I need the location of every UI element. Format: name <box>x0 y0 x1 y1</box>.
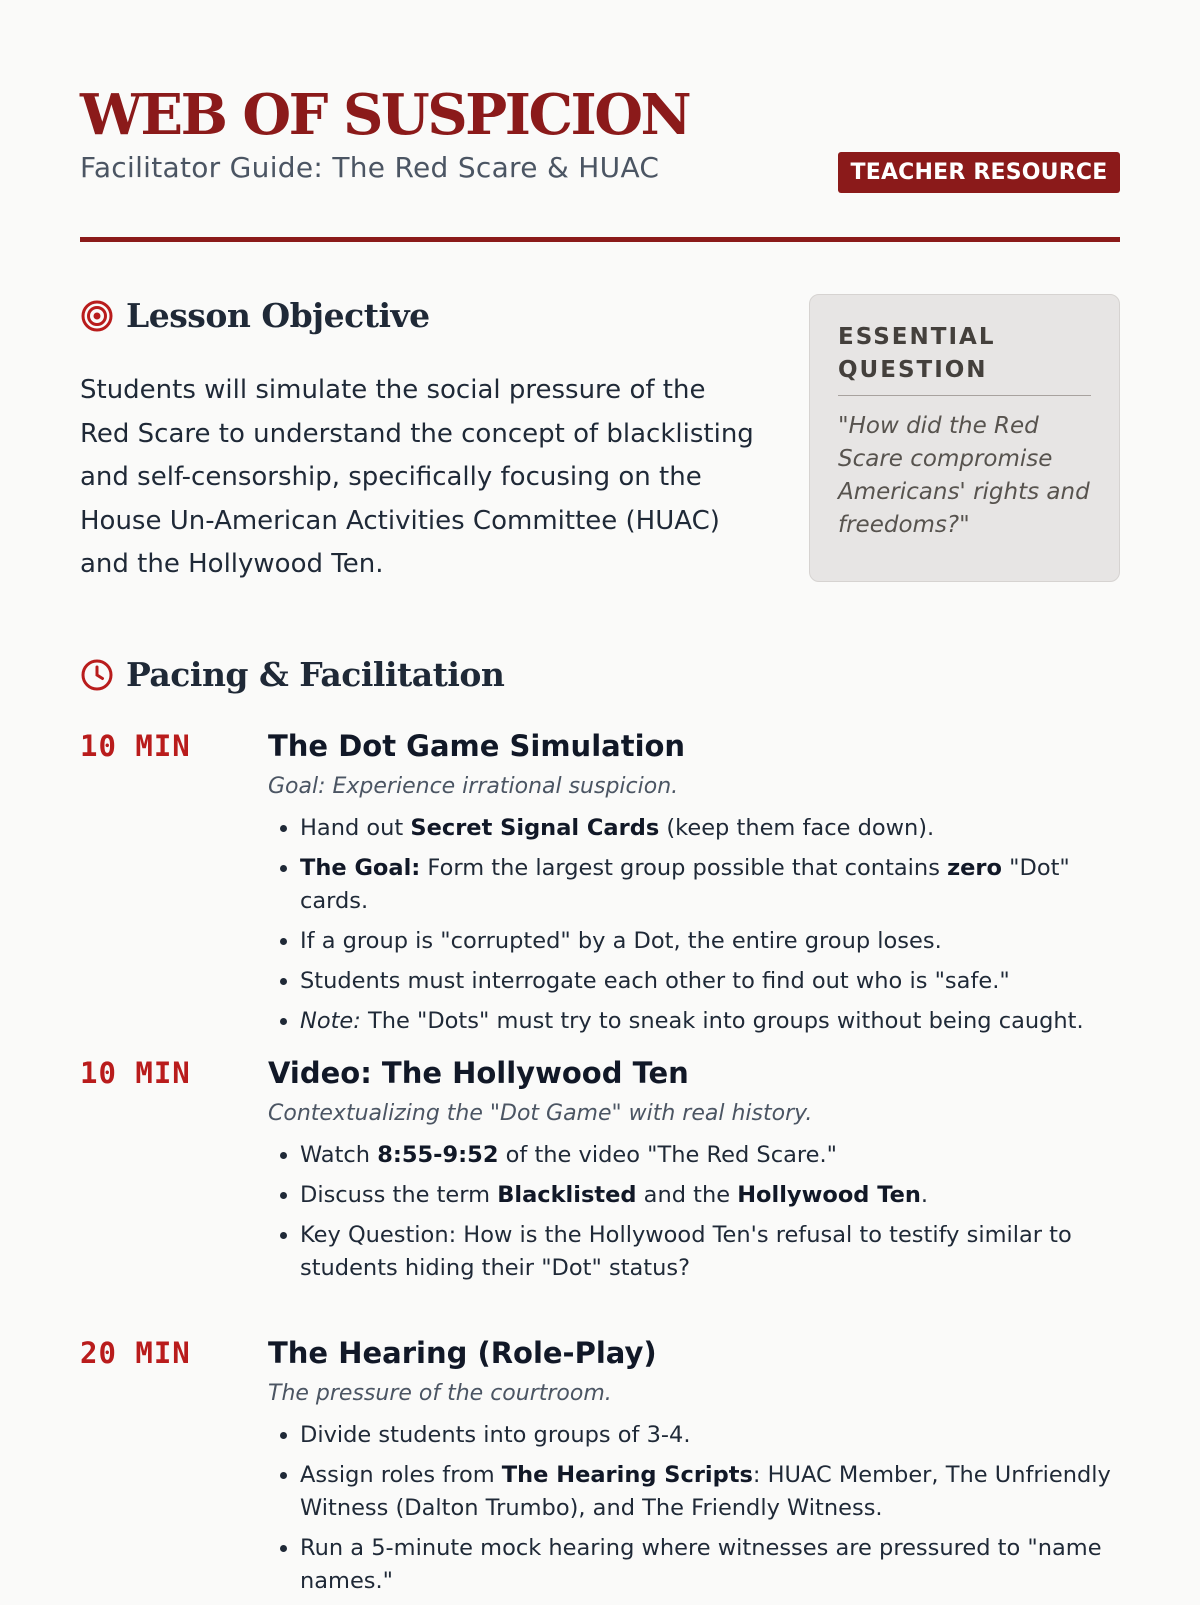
block-goal: Contextualizing the "Dot Game" with real history. <box>268 1101 813 1126</box>
block-steps <box>268 1419 1128 1598</box>
block-title: The Dot Game Simulation <box>268 729 686 763</box>
block-title: Video: The Hollywood Ten <box>268 1056 689 1090</box>
block-duration: 10 MIN <box>80 729 191 763</box>
essential-question-quote: "How did the Red Scare compromise Americans' rights and freedoms?" <box>838 413 1090 538</box>
block-goal: Goal: Experience irrational suspicion. <box>268 774 679 799</box>
teacher-resource-badge: TEACHER RESOURCE <box>838 152 1120 193</box>
lesson-objective-text: Students will simulate the social pressure of the Red Scare to understand the concept of blacklisting and self-censorship, specifically focusing on the House Un-American Activities Committee (HUAC) and the Hollywood Ten. <box>80 375 754 579</box>
page-title: WEB OF SUSPICION <box>80 82 690 148</box>
list-item: • Hand out Secret Signal Cards (keep them face down). <box>300 812 1128 845</box>
list-item: • Students must interrogate each other to find out who is "safe." <box>300 965 1128 998</box>
page-subtitle: Facilitator Guide: The Red Scare & HUAC <box>80 151 660 184</box>
lesson-objective-heading <box>80 296 430 335</box>
pacing-heading <box>80 655 504 694</box>
list-item: • Run a 5-minute mock hearing where witnesses are pressured to "name names." <box>300 1532 1128 1598</box>
lesson-objective-title: Lesson Objective <box>126 296 430 335</box>
list-item: • Key Question: How is the Hollywood Ten's refusal to testify similar to students hiding their "Dot" status? <box>300 1219 1128 1285</box>
block-steps <box>268 1139 1128 1285</box>
list-item: • Note: The "Dots" must try to sneak into groups without being caught. <box>300 1005 1128 1038</box>
target-icon <box>80 299 114 333</box>
list-item: • Divide students into groups of 3-4. <box>300 1419 1128 1452</box>
block-steps <box>268 812 1128 1038</box>
essential-question-box <box>809 294 1120 582</box>
document-header <box>80 0 1120 242</box>
block-title: The Hearing (Role-Play) <box>268 1336 657 1370</box>
pacing-title: Pacing & Facilitation <box>126 655 505 694</box>
list-item: • Assign roles from The Hearing Scripts: HUAC Member, The Unfriendly Witness (Dalton Trumbo), and The Friendly Witness. <box>300 1459 1128 1525</box>
clock-icon <box>80 658 114 692</box>
block-duration: 20 MIN <box>80 1336 191 1370</box>
list-item: • If a group is "corrupted" by a Dot, the entire group loses. <box>300 925 1128 958</box>
block-goal: The pressure of the courtroom. <box>268 1381 612 1406</box>
list-item: • Watch 8:55-9:52 of the video "The Red Scare." <box>300 1139 1128 1172</box>
block-duration: 10 MIN <box>80 1056 191 1090</box>
essential-question-label: ESSENTIAL QUESTION <box>838 321 1091 396</box>
list-item: • The Goal: Form the largest group possible that contains zero "Dot" cards. <box>300 852 1128 918</box>
list-item: • Discuss the term Blacklisted and the Hollywood Ten. <box>300 1179 1128 1212</box>
